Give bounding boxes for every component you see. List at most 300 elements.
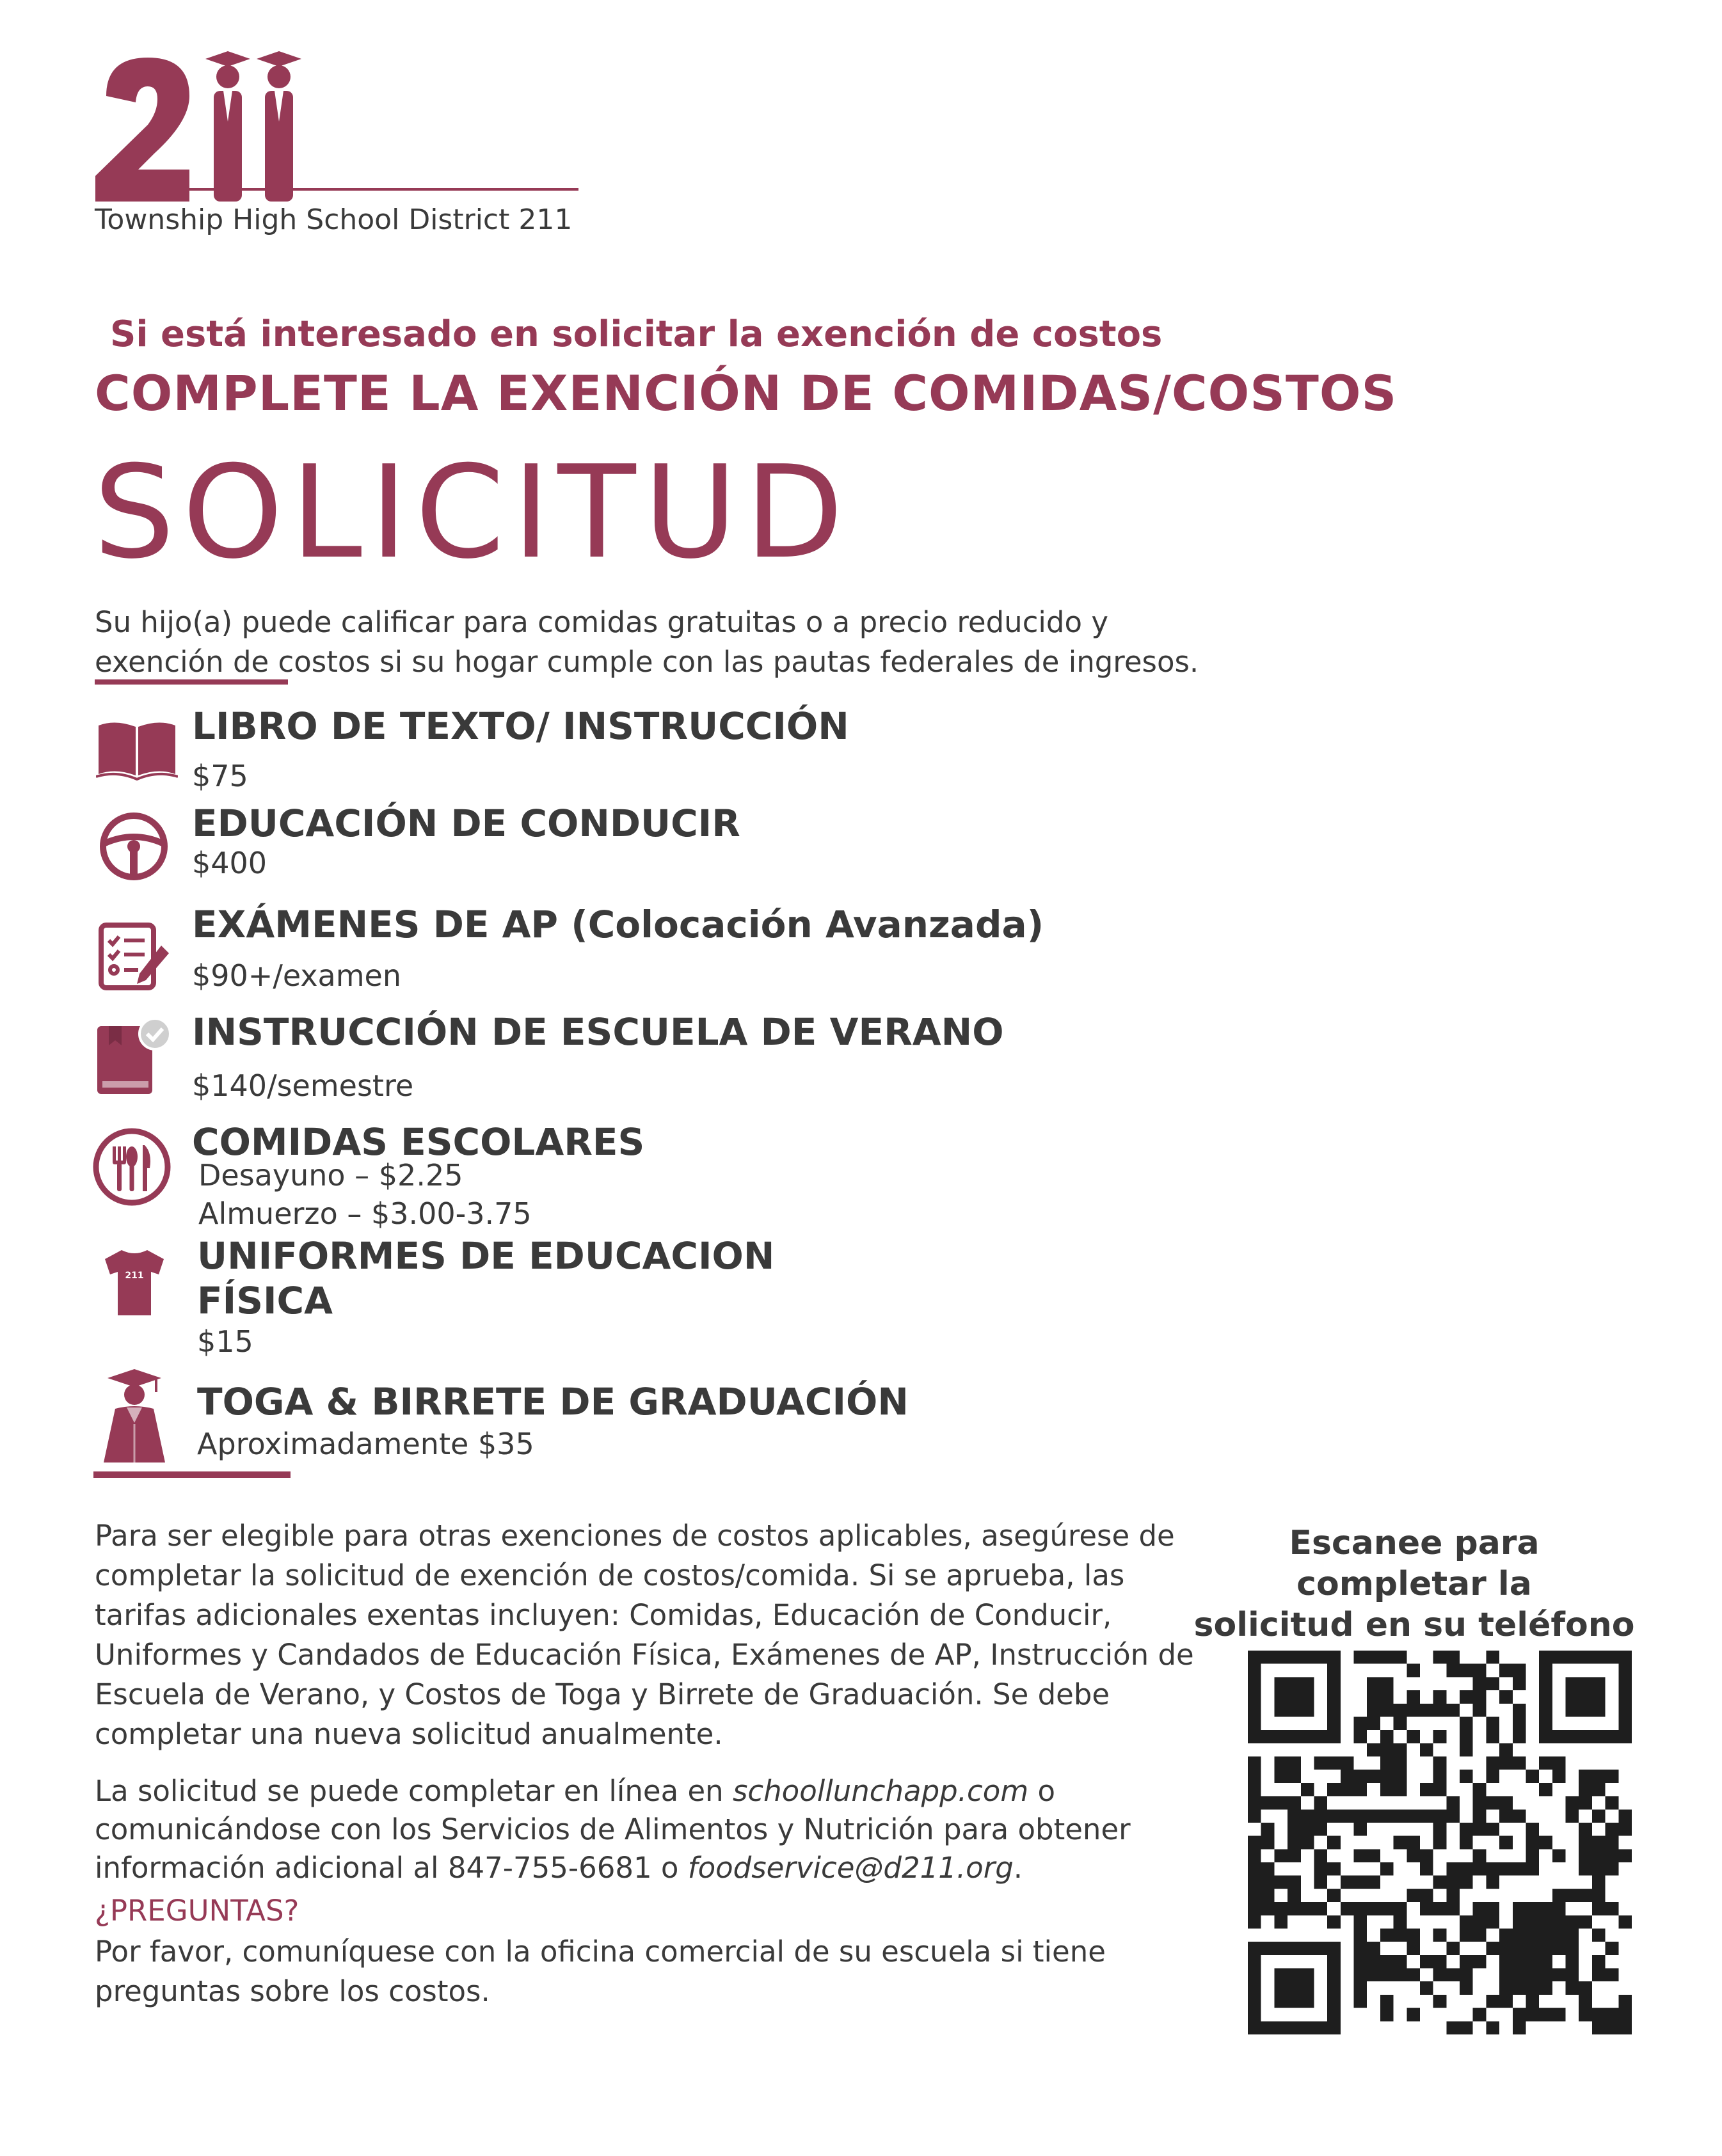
qr-module: [1460, 1955, 1473, 1969]
qr-module: [1460, 1823, 1473, 1836]
qr-module: [1327, 1915, 1341, 1929]
qr-module: [1433, 1770, 1447, 1783]
qr-module: [1341, 1783, 1354, 1796]
qr-module: [1618, 1849, 1632, 1862]
qr-module: [1460, 1770, 1473, 1783]
qr-module: [1367, 1651, 1380, 1664]
qr-module: [1380, 1928, 1394, 1942]
qr-module: [1248, 1651, 1341, 1664]
qr-module: [1341, 1902, 1354, 1915]
qr-module: [1486, 1796, 1499, 1810]
qr-module: [1579, 1915, 1592, 1929]
qr-code[interactable]: [1248, 1651, 1632, 2034]
qr-module: [1499, 1836, 1513, 1850]
qr-module: [1552, 1849, 1566, 1862]
qr-module: [1486, 1730, 1499, 1743]
item-title-ap-exams: EXÁMENES DE AP (Colocación Avanzada): [192, 903, 1044, 946]
item-price-graduation: Aproximadamente $35: [197, 1427, 534, 1461]
qr-module: [1606, 1902, 1619, 1915]
qr-module: [1354, 1730, 1367, 1743]
qr-module: [1288, 1849, 1301, 1862]
qr-module: [1539, 2008, 1552, 2022]
item-title-pe-uniform: UNIFORMES DE EDUCACION: [197, 1234, 775, 1278]
qr-module: [1592, 1783, 1606, 1796]
qr-module: [1261, 1876, 1275, 1889]
qr-module: [1248, 1942, 1261, 2034]
qr-module: [1606, 1796, 1619, 1810]
qr-module: [1248, 1783, 1261, 1796]
qr-module: [1274, 1915, 1288, 1929]
qr-module: [1314, 1757, 1327, 1770]
qr-module: [1592, 1902, 1606, 1915]
qr-module: [1380, 1783, 1394, 1796]
questions-heading: ¿PREGUNTAS?: [95, 1894, 299, 1928]
qr-module: [1473, 2008, 1487, 2022]
qr-module: [1446, 1809, 1460, 1823]
qr-module: [1592, 1889, 1606, 1902]
qr-module: [1539, 1955, 1552, 1969]
qr-module: [1539, 1942, 1552, 1955]
qr-module: [1407, 1704, 1420, 1717]
website-link[interactable]: schoollunchapp.com: [732, 1774, 1029, 1808]
qr-module: [1433, 1955, 1447, 1969]
qr-module: [1499, 1796, 1513, 1810]
qr-module: [1433, 1783, 1447, 1796]
qr-module: [1460, 1690, 1473, 1704]
online-paragraph: [95, 1772, 1195, 1887]
qr-module: [1380, 2008, 1394, 2022]
qr-module: [1460, 1664, 1473, 1677]
qr-module: [1618, 2008, 1632, 2022]
intro-underline: [95, 679, 288, 685]
qr-module: [1460, 1836, 1473, 1850]
qr-module: [1592, 1770, 1606, 1783]
qr-module: [1380, 1743, 1394, 1757]
qr-module: [1420, 1981, 1433, 1995]
qr-module: [1539, 1730, 1632, 1743]
qr-module: [1354, 1876, 1367, 1889]
qr-module: [1327, 1942, 1341, 2034]
qr-module: [1248, 1770, 1261, 1783]
email-link[interactable]: foodservice@d211.org: [687, 1851, 1014, 1885]
online-line-3-end: .: [1013, 1851, 1023, 1885]
qr-module: [1248, 1876, 1261, 1889]
qr-module: [1446, 1876, 1460, 1889]
qr-module: [1274, 1876, 1288, 1889]
qr-module: [1606, 1836, 1619, 1850]
qr-module: [1473, 1849, 1487, 1862]
qr-module: [1592, 2008, 1606, 2022]
qr-module: [1380, 1969, 1394, 1982]
qr-module: [1606, 1823, 1619, 1836]
qr-module: [1274, 1757, 1288, 1770]
graduate-icon: [101, 1369, 168, 1465]
qr-module: [1394, 1743, 1407, 1757]
item-title-summer-school: INSTRUCCIÓN DE ESCUELA DE VERANO: [192, 1010, 1004, 1054]
qr-module: [1526, 2008, 1539, 2022]
qr-caption: [1190, 1523, 1638, 1645]
qr-module: [1499, 1955, 1513, 1969]
eligibility-line: Uniformes y Candados de Educación Física, Exámenes de AP, Instrucción de: [95, 1638, 1194, 1672]
qr-module: [1433, 1809, 1447, 1823]
qr-module: [1407, 1849, 1420, 1862]
qr-module: [1394, 1757, 1407, 1770]
qr-module: [1552, 1942, 1566, 1955]
qr-module: [1274, 1902, 1288, 1915]
qr-module: [1579, 1889, 1592, 1902]
qr-module: [1460, 2021, 1473, 2034]
qr-module: [1380, 1651, 1394, 1664]
qr-module: [1420, 1809, 1433, 1823]
qr-module: [1274, 1849, 1288, 1862]
qr-module: [1380, 1770, 1394, 1783]
qr-module: [1420, 1704, 1433, 1717]
qr-module: [1486, 1757, 1499, 1770]
qr-module: [1354, 1770, 1367, 1783]
qr-module: [1420, 1902, 1433, 1915]
qr-module: [1354, 1995, 1367, 2008]
qr-module: [1433, 1902, 1447, 1915]
meal-icon: [92, 1127, 171, 1207]
qr-module: [1433, 1876, 1447, 1889]
qr-module: [1261, 1823, 1275, 1836]
qr-module: [1327, 1783, 1341, 1796]
qr-module: [1407, 2008, 1420, 2022]
qr-module: [1592, 1849, 1606, 1862]
item-price-textbook: $75: [192, 759, 248, 793]
online-line-3: información adicional al 847-755-6681 o: [95, 1851, 688, 1885]
qr-module: [1367, 1716, 1380, 1730]
qr-module: [1248, 1849, 1261, 1862]
qr-module: [1288, 1796, 1301, 1810]
qr-module: [1248, 1942, 1341, 1955]
qr-module: [1513, 2021, 1526, 2034]
qr-module: [1367, 1849, 1380, 1862]
qr-module: [1301, 1823, 1314, 1836]
qr-module: [1314, 1862, 1327, 1876]
qr-module: [1407, 1664, 1420, 1677]
sub-heading: Si está interesado en solicitar la exención de costos: [110, 313, 1163, 355]
qr-module: [1473, 1809, 1487, 1823]
qr-module: [1486, 1995, 1499, 2008]
qr-module: [1606, 1862, 1619, 1876]
qr-module: [1473, 1783, 1487, 1796]
qr-module: [1526, 1836, 1539, 1850]
qr-module: [1367, 1704, 1380, 1717]
qr-module: [1592, 1836, 1606, 1850]
qr-module: [1618, 1915, 1632, 1929]
qr-module: [1407, 1942, 1420, 1955]
qr-module: [1380, 1704, 1394, 1717]
qr-module: [1248, 1651, 1261, 1743]
qr-module: [1394, 1928, 1407, 1942]
qr-module: [1433, 1823, 1447, 1836]
qr-module: [1341, 1770, 1354, 1783]
qr-module: [1380, 1955, 1394, 1969]
item-price-summer-school: $140/semestre: [192, 1068, 414, 1103]
qr-module: [1473, 1796, 1487, 1810]
qr-module: [1513, 1862, 1526, 1876]
qr-module: [1288, 1809, 1301, 1823]
item-price-driver-ed: $400: [192, 846, 267, 880]
qr-module: [1499, 1981, 1513, 1995]
qr-module: [1473, 1823, 1487, 1836]
qr-module: [1367, 1809, 1380, 1823]
qr-module: [1433, 1836, 1447, 1850]
qr-module: [1420, 1889, 1433, 1902]
qr-module: [1499, 1664, 1513, 1677]
qr-module: [1407, 1889, 1420, 1902]
qr-module: [1499, 1743, 1513, 1757]
qr-module: [1407, 1690, 1420, 1704]
qr-module: [1261, 1902, 1275, 1915]
section-divider: [93, 1471, 291, 1478]
qr-module: [1473, 1677, 1487, 1690]
qr-module: [1354, 1783, 1367, 1796]
qr-module: [1341, 1757, 1354, 1770]
item-price-pe-uniform: $15: [197, 1324, 253, 1359]
qr-module: [1606, 2021, 1619, 2034]
qr-module: [1327, 1889, 1341, 1902]
qr-module: [1579, 2008, 1592, 2022]
qr-module: [1380, 1902, 1394, 1915]
qr-module: [1513, 1902, 1526, 1915]
qr-module: [1566, 1981, 1579, 1995]
qr-module: [1473, 1915, 1487, 1929]
qr-module: [1367, 1955, 1380, 1969]
qr-module: [1327, 1809, 1341, 1823]
qr-module: [1327, 1862, 1341, 1876]
qr-module: [1526, 1823, 1539, 1836]
qr-module: [1513, 1704, 1526, 1717]
qr-module: [1566, 1915, 1579, 1981]
qr-module: [1539, 1902, 1552, 1915]
qr-module: [1526, 1995, 1539, 2008]
qr-module: [1446, 1862, 1460, 1876]
qr-module: [1380, 1862, 1394, 1876]
qr-module: [1407, 1809, 1420, 1823]
qr-module: [1486, 1677, 1499, 1690]
qr-module: [1367, 1743, 1380, 1757]
qr-module: [1473, 1690, 1487, 1704]
eligibility-paragraph: [95, 1516, 1195, 1754]
qr-module: [1592, 1928, 1606, 1942]
item-title-graduation: TOGA & BIRRETE DE GRADUACIÓN: [197, 1380, 909, 1423]
qr-module: [1420, 1743, 1433, 1757]
qr-module: [1552, 2008, 1566, 2022]
qr-module: [1380, 1809, 1394, 1823]
qr-module: [1592, 1955, 1606, 1969]
qr-module: [1327, 1757, 1341, 1770]
qr-module: [1579, 1770, 1592, 1783]
qr-module: [1354, 1928, 1367, 1942]
qr-module: [1552, 1928, 1566, 1942]
qr-module: [1566, 1677, 1606, 1716]
qr-module: [1433, 1995, 1447, 2008]
online-middle: o: [1028, 1774, 1056, 1808]
qr-module: [1420, 1955, 1433, 1969]
qr-module: [1473, 1955, 1487, 1969]
qr-module: [1394, 1770, 1407, 1783]
qr-module: [1552, 1757, 1566, 1770]
online-prefix: La solicitud se puede completar en línea en: [95, 1774, 733, 1808]
shirt-icon: [102, 1248, 166, 1318]
qr-module: [1592, 1862, 1606, 1876]
qr-module: [1394, 1969, 1407, 1982]
qr-module: [1407, 1928, 1420, 1942]
checklist-icon: [97, 921, 171, 992]
qr-module: [1579, 1783, 1592, 1796]
qr-module: [1433, 1969, 1447, 1982]
online-line-2: comunicándose con los Servicios de Alimentos y Nutrición para obtener: [95, 1812, 1131, 1846]
qr-module: [1394, 1704, 1407, 1717]
qr-module: [1354, 1849, 1367, 1862]
eligibility-line: tarifas adicionales exentas incluyen: Comidas, Educación de Conducir,: [95, 1598, 1112, 1632]
qr-module: [1460, 1743, 1473, 1757]
qr-module: [1274, 1770, 1288, 1783]
qr-module: [1314, 1809, 1327, 1823]
qr-module: [1367, 1770, 1380, 1783]
questions-text: [95, 1932, 1195, 2011]
qr-module: [1539, 1651, 1632, 1664]
qr-module: [1539, 1783, 1552, 1796]
qr-module: [1394, 1651, 1407, 1664]
qr-module: [1314, 1876, 1327, 1889]
qr-module: [1499, 1969, 1513, 1982]
qr-module: [1526, 1770, 1539, 1783]
qr-module: [1248, 1915, 1261, 1929]
qr-module: [1579, 1823, 1592, 1836]
qr-module: [1446, 1651, 1460, 1664]
qr-module: [1552, 1902, 1566, 1915]
qr-module: [1526, 1862, 1539, 1876]
eligibility-line: completar una nueva solicitud anualmente.: [95, 1717, 723, 1751]
qr-module: [1552, 1770, 1566, 1783]
qr-module: [1473, 1928, 1487, 1942]
qr-module: [1380, 1677, 1394, 1690]
qr-module: [1446, 2021, 1460, 2034]
qr-module: [1513, 1915, 1526, 1981]
qr-module: [1314, 1823, 1327, 1836]
qr-module: [1618, 1809, 1632, 1823]
item-title-school-meals: COMIDAS ESCOLARES: [192, 1120, 645, 1164]
qr-module: [1394, 1716, 1407, 1730]
qr-module: [1618, 2021, 1632, 2034]
qr-module: [1606, 1770, 1619, 1783]
qr-module: [1341, 1876, 1354, 1889]
qr-module: [1446, 1796, 1460, 1810]
qr-module: [1513, 1677, 1526, 1690]
qr-module: [1261, 1796, 1275, 1810]
qr-module: [1606, 2008, 1619, 2022]
qr-module: [1394, 1902, 1407, 1915]
steering-wheel-icon: [99, 811, 169, 882]
qr-module: [1248, 1730, 1341, 1743]
qr-module: [1606, 1969, 1619, 1982]
qr-module: [1341, 1809, 1354, 1823]
qr-module: [1327, 1651, 1341, 1743]
qr-module: [1354, 1823, 1367, 1836]
qr-module: [1327, 1836, 1341, 1850]
eligibility-line: completar la solicitud de exención de costos/comida. Si se aprueba, las: [95, 1558, 1125, 1592]
qr-module: [1592, 2021, 1606, 2034]
qr-module: [1526, 1928, 1539, 1942]
qr-module: [1301, 1902, 1314, 1915]
qr-module: [1513, 1809, 1526, 1823]
qr-module: [1473, 1664, 1487, 1677]
qr-module: [1592, 1876, 1606, 1889]
qr-module: [1367, 1677, 1380, 1690]
qr-module: [1433, 1730, 1447, 1743]
qr-module: [1433, 1757, 1447, 1770]
qr-module: [1566, 1809, 1579, 1823]
page-title: SOLICITUD: [93, 438, 851, 587]
intro-text: [95, 603, 1247, 682]
qr-module: [1460, 1915, 1473, 1929]
qr-module: [1420, 1862, 1433, 1876]
qr-module: [1407, 1730, 1420, 1743]
qr-module: [1394, 1783, 1407, 1796]
qr-module: [1394, 1915, 1407, 1929]
qr-module: [1248, 1902, 1261, 1915]
qr-module: [1460, 1981, 1473, 1995]
qr-module: [1606, 1849, 1619, 1862]
qr-module: [1606, 1942, 1619, 1955]
qr-module: [1354, 1809, 1367, 1823]
item-title-textbook: LIBRO DE TEXTO/ INSTRUCCIÓN: [192, 704, 849, 748]
qr-module: [1486, 1902, 1499, 1915]
qr-module: [1539, 1651, 1552, 1743]
qr-module: [1261, 1836, 1275, 1850]
qr-module: [1274, 1796, 1288, 1810]
qr-module: [1486, 1770, 1499, 1783]
qr-module: [1499, 1690, 1513, 1704]
qr-module: [1473, 1862, 1487, 1876]
eligibility-line: Para ser elegible para otras exenciones de costos aplicables, asegúrese de: [95, 1519, 1175, 1553]
qr-module: [1460, 1928, 1473, 1942]
qr-module: [1486, 1876, 1499, 1889]
summer-book-icon: [96, 1017, 173, 1095]
qr-module: [1433, 1651, 1447, 1664]
qr-module: [1354, 1915, 1367, 1929]
qr-module: [1288, 1757, 1301, 1770]
qr-module: [1499, 1928, 1513, 1942]
qr-module: [1513, 2008, 1526, 2022]
qr-module: [1579, 1849, 1592, 1862]
district-name: Township High School District 211: [95, 203, 573, 236]
qr-module: [1618, 1823, 1632, 1836]
qr-module: [1261, 1889, 1275, 1902]
book-icon: [96, 717, 178, 781]
qr-module: [1486, 1862, 1499, 1876]
qr-module: [1499, 1995, 1513, 2008]
qr-module: [1446, 1889, 1460, 1902]
qr-module: [1354, 1716, 1367, 1730]
qr-module: [1248, 2021, 1341, 2034]
qr-module: [1354, 1969, 1367, 1982]
qr-module: [1248, 1757, 1261, 1770]
qr-module: [1288, 1770, 1301, 1783]
qr-module: [1566, 1889, 1579, 1902]
qr-module: [1420, 1849, 1433, 1862]
qr-module: [1526, 1902, 1539, 1915]
intro-line-1: Su hijo(a) puede calificar para comidas gratuitas o a precio reducido y: [95, 605, 1108, 639]
qr-module: [1380, 1757, 1394, 1770]
qr-module: [1301, 1836, 1314, 1850]
qr-module: [1314, 1849, 1327, 1862]
qr-module: [1486, 2021, 1499, 2034]
qr-module: [1539, 1836, 1552, 1850]
